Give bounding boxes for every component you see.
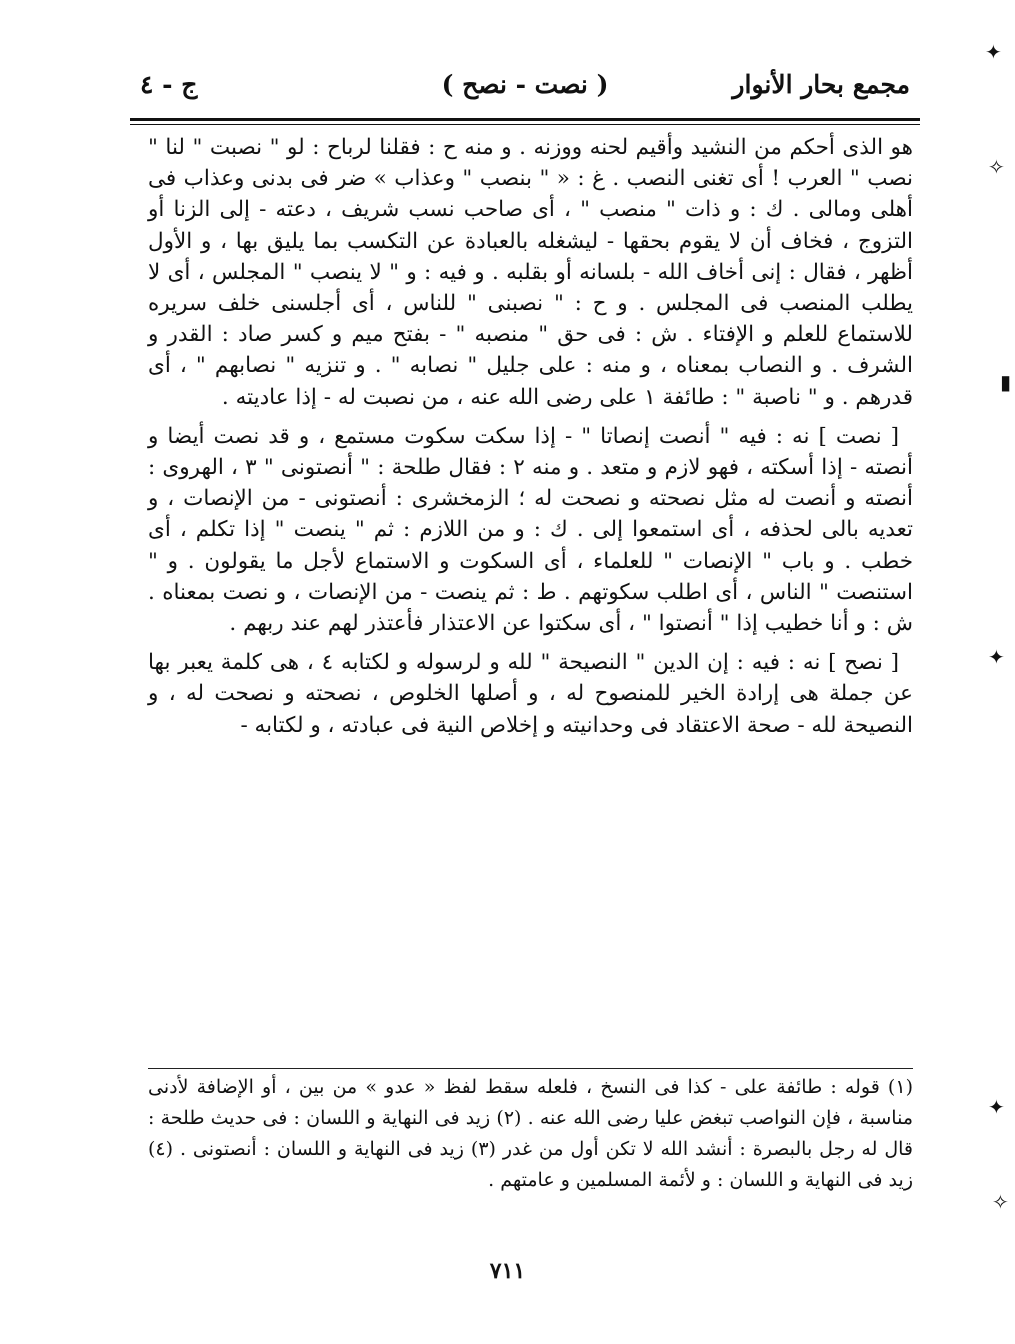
paragraph-nasat: [ نصت ] نه : فيه " أنصت إنصاتا " - إذا سكت سكوت مستمع ، و قد نصت أيضا و أنصته - إذا أسكته ، فهو لازم و متعد . و منه ٢ : فقال طلحة : " أنصتونى " ٣ ، الهروى : أنصته و أنصت له مثل نصحته و نصحت له ؛ الزمخشرى : أنصتونى - من الإنصات ، و تعديه بالى لحذفه ، أى استمعوا إلى . ك : و من اللازم : ثم " ينصت " إذا تكلم ، أى خطب . و باب " الإنصات " للعلماء ، أى السكوت و الاستماع لأجل ما يقولون . و " استنصت " الناس ، أى اطلب سكوتهم . ط : ثم ينصت - من الإنصات ، و نصت بمعناه . ش : و أنا خطيب إذا " أنصتوا " ، أى سكتوا عن الاعتذار فأعتذر لهم عند ربهم . xyxy=(148,423,913,637)
margin-mark-icon: ✦ xyxy=(988,1095,1005,1119)
paragraph-nasah: [ نصح ] نه : فيه : إن الدين " النصيحة " لله و لرسوله و لكتابه ٤ ، هى كلمة يعبر بها عن جملة هى إرادة الخير للمنصوح له ، و أصلها الخلوص ، نصحته و نصحت له ، و النصيحة لله - صحة الاعتقاد فى وحدانيته و إخلاص النية فى عبادته ، و لكتابه - xyxy=(148,650,913,738)
footnote-rule xyxy=(148,1068,913,1069)
footnote-text: (١) قوله : طائفة على - كذا فى النسخ ، فلعله سقط لفظ « عدو » من بين ، أو الإضافة لأدنى مناسبة ، فإن النواصب تبغض عليا رضى الله عنه . (٢) زيد فى النهاية و اللسان : فى حديث طلحة : قال له رجل بالبصرة : أنشد الله لا تكن أول من غدر (٣) زيد فى النهاية و اللسان : أنصتونى . (٤) زيد فى النهاية و اللسان : و لأئمة المسلمين و عامتهم . xyxy=(148,1076,913,1191)
margin-mark-icon: ✦ xyxy=(988,645,1005,669)
footnotes xyxy=(148,1072,913,1196)
entry-range: ( نصت - نصح ) xyxy=(441,70,609,99)
margin-mark-icon: ✧ xyxy=(988,155,1005,179)
running-header xyxy=(140,62,910,112)
volume-label: ج - ٤ xyxy=(140,70,198,99)
paragraph-nasab: هو الذى أحكم من النشيد وأقيم لحنه ووزنه . و منه ح : فقلنا لرباح : لو " نصبت " لنا " نصب " العرب ! أى تغنى النصب . غ : « " بنصب " وعذاب » ضر فى بدنى وعذاب فى أهلى ومالى . ك : و ذات " منصب " ، أى صاحب نسب شريف ، دعته - إلى الزنا أو التزوج ، فخاف أن لا يقوم بحقها - ليشغله بالعبادة عن التكسب بما يليق بها ، و الأول أظهر ، فقال : إنى أخاف الله - بلسانه أو بقلبه . و فيه : و " لا ينصب " المجلس ، أى لا يطلب المنصب فى المجلس . و ح : " نصبنى " للناس ، أى أجلسنى خلف سريره للاستماع للعلم و الإفتاء . ش : فى حق " منصبه " - بفتح ميم و كسر صاد : القدر و الشرف . و النصاب بمعناه ، و منه : على جليل " نصابه " . و تنزيه " نصابهم " ، أى قدرهم . و " ناصبة " : طائفة ١ على رضى الله عنه ، من نصبت له - إذا عاديته . xyxy=(148,135,913,410)
main-text xyxy=(148,132,913,741)
header-rule-thin xyxy=(130,124,920,125)
margin-mark-icon: ✦ xyxy=(985,40,1002,64)
page-number: ٧١١ xyxy=(489,1258,526,1284)
margin-mark-icon: ✧ xyxy=(992,1190,1009,1214)
margin-mark-icon: ▮ xyxy=(1000,370,1012,394)
header-rule-thick xyxy=(130,118,920,121)
book-title: مجمع بحار الأنوار xyxy=(732,70,910,99)
